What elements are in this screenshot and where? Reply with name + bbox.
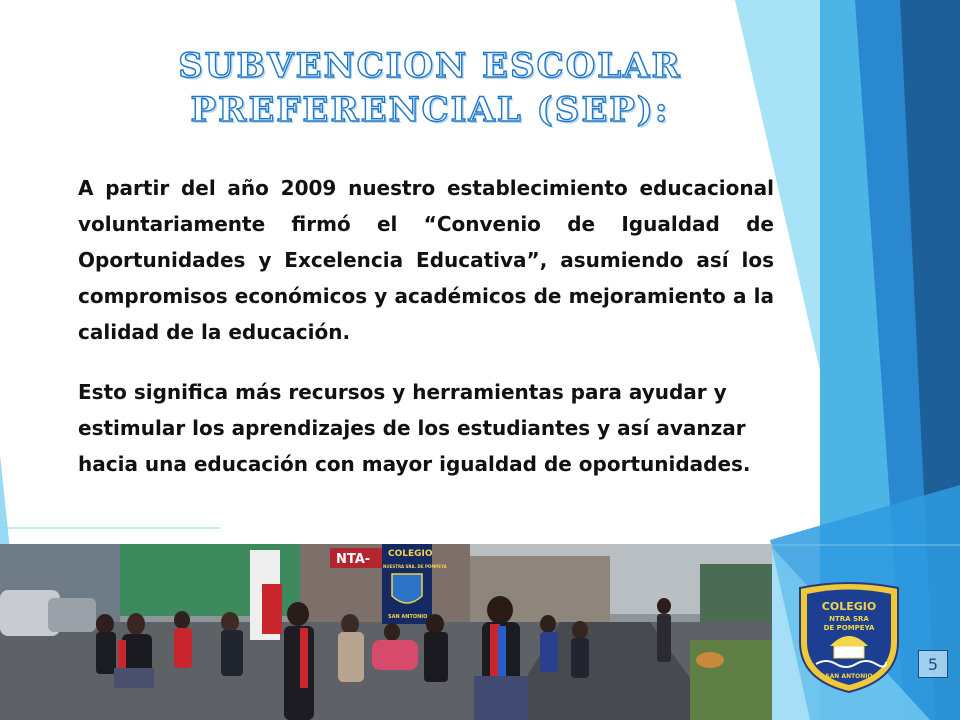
photo-grass-right [690,640,772,720]
crest-arc-bottom: SAN ANTONIO [825,673,873,680]
photo-car-2 [48,598,96,632]
parade-photo [0,544,772,720]
body-text [78,170,774,482]
paragraph-resources: Esto significa más recursos y herramientas para ayudar y estimular los aprendizajes de los estudiantes y así avanzar hacia una educación con mayor igualdad de oportunidades. [78,380,751,476]
photo-banner-emblem [392,574,422,603]
photo-banner-arc-top: NUESTRA SRA. DE POMPEYA [383,564,447,569]
photo-trees [700,564,772,624]
school-crest-logo [790,582,908,694]
crest-book-icon [834,646,864,658]
crest-line-3: DE POMPEYA [823,624,875,632]
slide-title: SUBVENCION ESCOLAR PREFERENCIAL (SEP): [178,46,682,130]
crest-line-2: NTRA SRA [829,615,869,623]
page-number: 5 [918,650,948,678]
paragraph-agreement: A partir del año 2009 nuestro establecimiento educacional voluntariamente firmó el “Convenio de Igualdad de Oportunidades y Excelencia Educativa”, asumiendo así los compromisos económicos y académicos de mejoramiento a la calidad de la educación. [78,176,774,344]
photo-banner-arc-bottom: SAN ANTONIO [388,614,428,620]
crest-line-1: COLEGIO [821,600,877,613]
parade-photo-illustration [0,544,772,720]
photo-shop-sign-text: NTA- [336,552,371,567]
photo-banner-school-text: COLEGIO [388,549,433,559]
photo-flag-red [262,584,282,634]
